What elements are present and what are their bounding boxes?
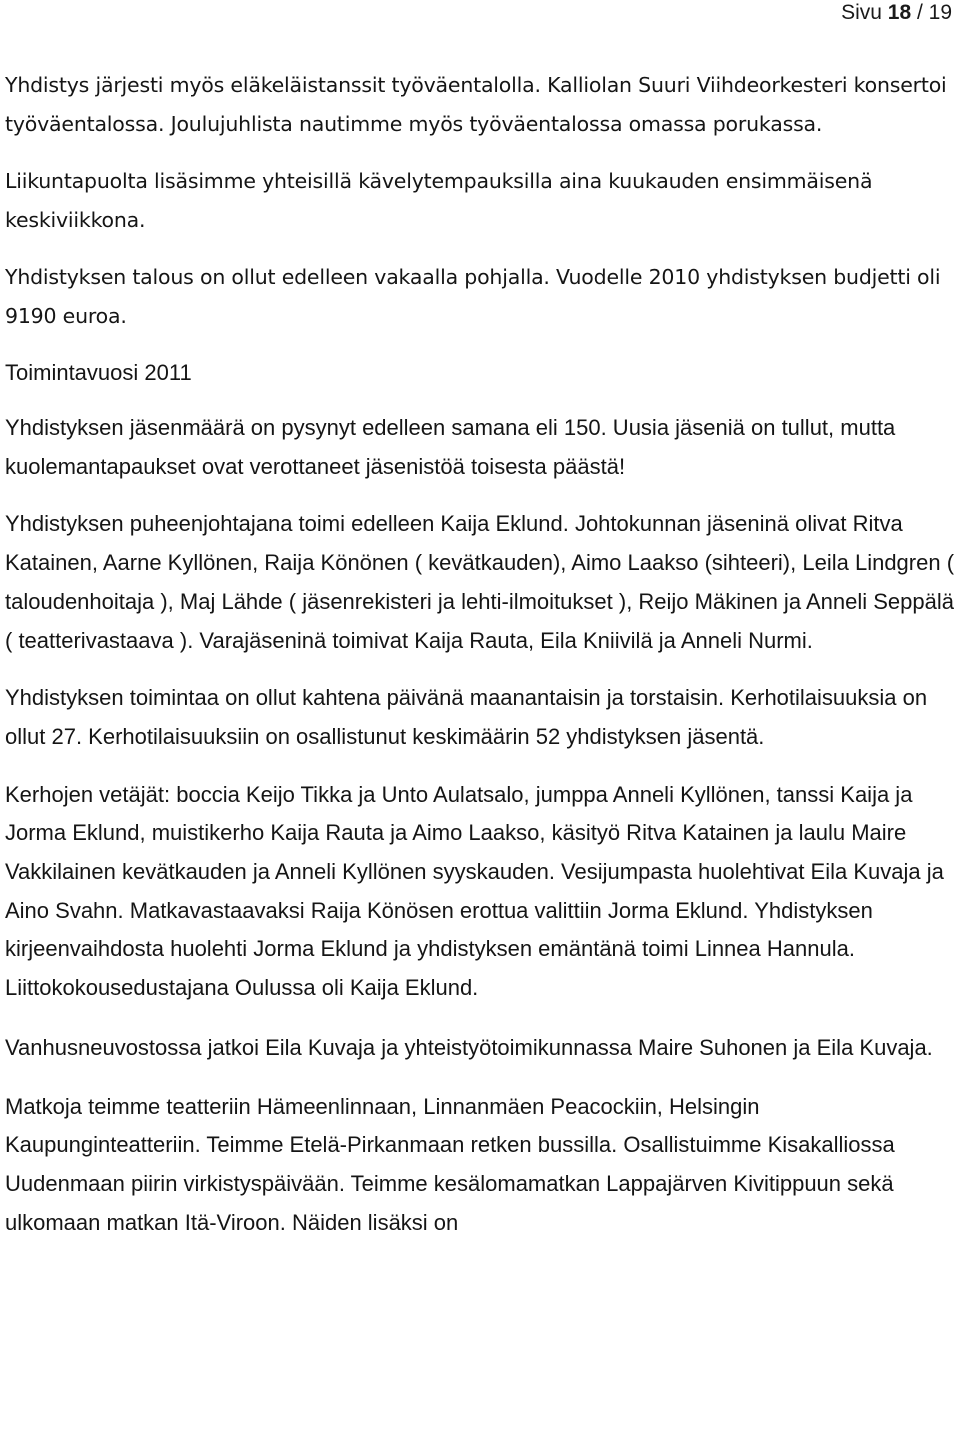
paragraph-club-activity: Yhdistyksen toimintaa on ollut kahtena päivänä maanantaisin ja torstaisin. Kerhotilaisuuksia on ollut 27. Kerhotilaisuuksiin on osallistunut keskimäärin 52 yhdistyksen jäsentä. bbox=[5, 685, 928, 749]
page-separator: / bbox=[911, 1, 929, 24]
paragraph-finances: Yhdistyksen talous on ollut edelleen vakaalla pohjalla. Vuodelle 2010 yhdistyksen budjetti oli 9190 euroa. bbox=[5, 265, 941, 328]
paragraph-councils: Vanhusneuvostossa jatkoi Eila Kuvaja ja yhteistyötoimikunnassa Maire Suhonen ja Eila Kuvaja. bbox=[5, 1034, 933, 1060]
page-prefix: Sivu bbox=[841, 1, 888, 24]
paragraph-events: Yhdistys järjesti myös eläkeläistanssit työväentalolla. Kalliolan Suuri Viihdeorkesteri konsertoi työväentalossa. Joulujuhlista nautimme myös työväentalossa omassa porukassa. bbox=[5, 73, 947, 136]
page-number bbox=[841, 0, 952, 26]
paragraph-exercise: Liikuntapuolta lisäsimme yhteisillä kävelytempauksilla aina kuukauden ensimmäisenä keskiviikkona. bbox=[5, 169, 873, 232]
paragraph-board: Yhdistyksen puheenjohtajana toimi edelleen Kaija Eklund. Johtokunnan jäseninä olivat Ritva Katainen, Aarne Kyllönen, Raija Könönen ( kevätkauden), Aimo Laakso (sihteeri), Leila Lindgren ( taloudenhoitaja ), Maj Lähde ( jäsenrekisteri ja lehti-ilmoitukset ), Reijo Mäkinen ja Anneli Seppälä ( teatterivastaava ). Varajäseninä toimivat Kaija Rauta, Eila Kniivilä ja Anneli Nurmi. bbox=[5, 511, 955, 653]
paragraph-membership: Yhdistyksen jäsenmäärä on pysynyt edelleen samana eli 150. Uusia jäseniä on tullut, mutta kuolemantapaukset ovat verottaneet jäsenistöä toisesta päästä! bbox=[5, 414, 896, 479]
paragraph-club-leaders: Kerhojen vetäjät: boccia Keijo Tikka ja Unto Aulatsalo, jumppa Anneli Kyllönen, tanssi Kaija ja Jorma Eklund, muistikerho Kaija Rauta ja Aimo Laakso, käsityö Ritva Katainen ja laulu Maire Vakkilainen kevätkauden ja Anneli Kyllönen syyskauden. Vesijumpasta huolehtivat Eila Kuvaja ja Aino Svahn. Matkavastaavaksi Raija Könösen erottua valittiin Jorma Eklund. Yhdistyksen kirjeenvaihdosta huolehti Jorma Eklund ja yhdistyksen emäntänä toimi Linnea Hannula. Liittokokousedustajana Oulussa oli Kaija Eklund. bbox=[5, 781, 944, 1001]
document-body bbox=[5, 66, 955, 1242]
section-heading-2011: Toimintavuosi 2011 bbox=[5, 360, 192, 385]
page-total: 19 bbox=[928, 1, 952, 24]
paragraph-trips: Matkoja teimme teatteriin Hämeenlinnaan, Linnanmäen Peacockiin, Helsingin Kaupunginteatteriin. Teimme Etelä-Pirkanmaan retken bussilla. Osallistuimme Kisakalliossa Uudenmaan piirin virkistyspäivään. Teimme kesälomamatkan Lappajärven Kivitippuun sekä ulkomaan matkan Itä-Viroon. Näiden lisäksi on bbox=[5, 1093, 895, 1235]
page-current: 18 bbox=[887, 1, 912, 24]
